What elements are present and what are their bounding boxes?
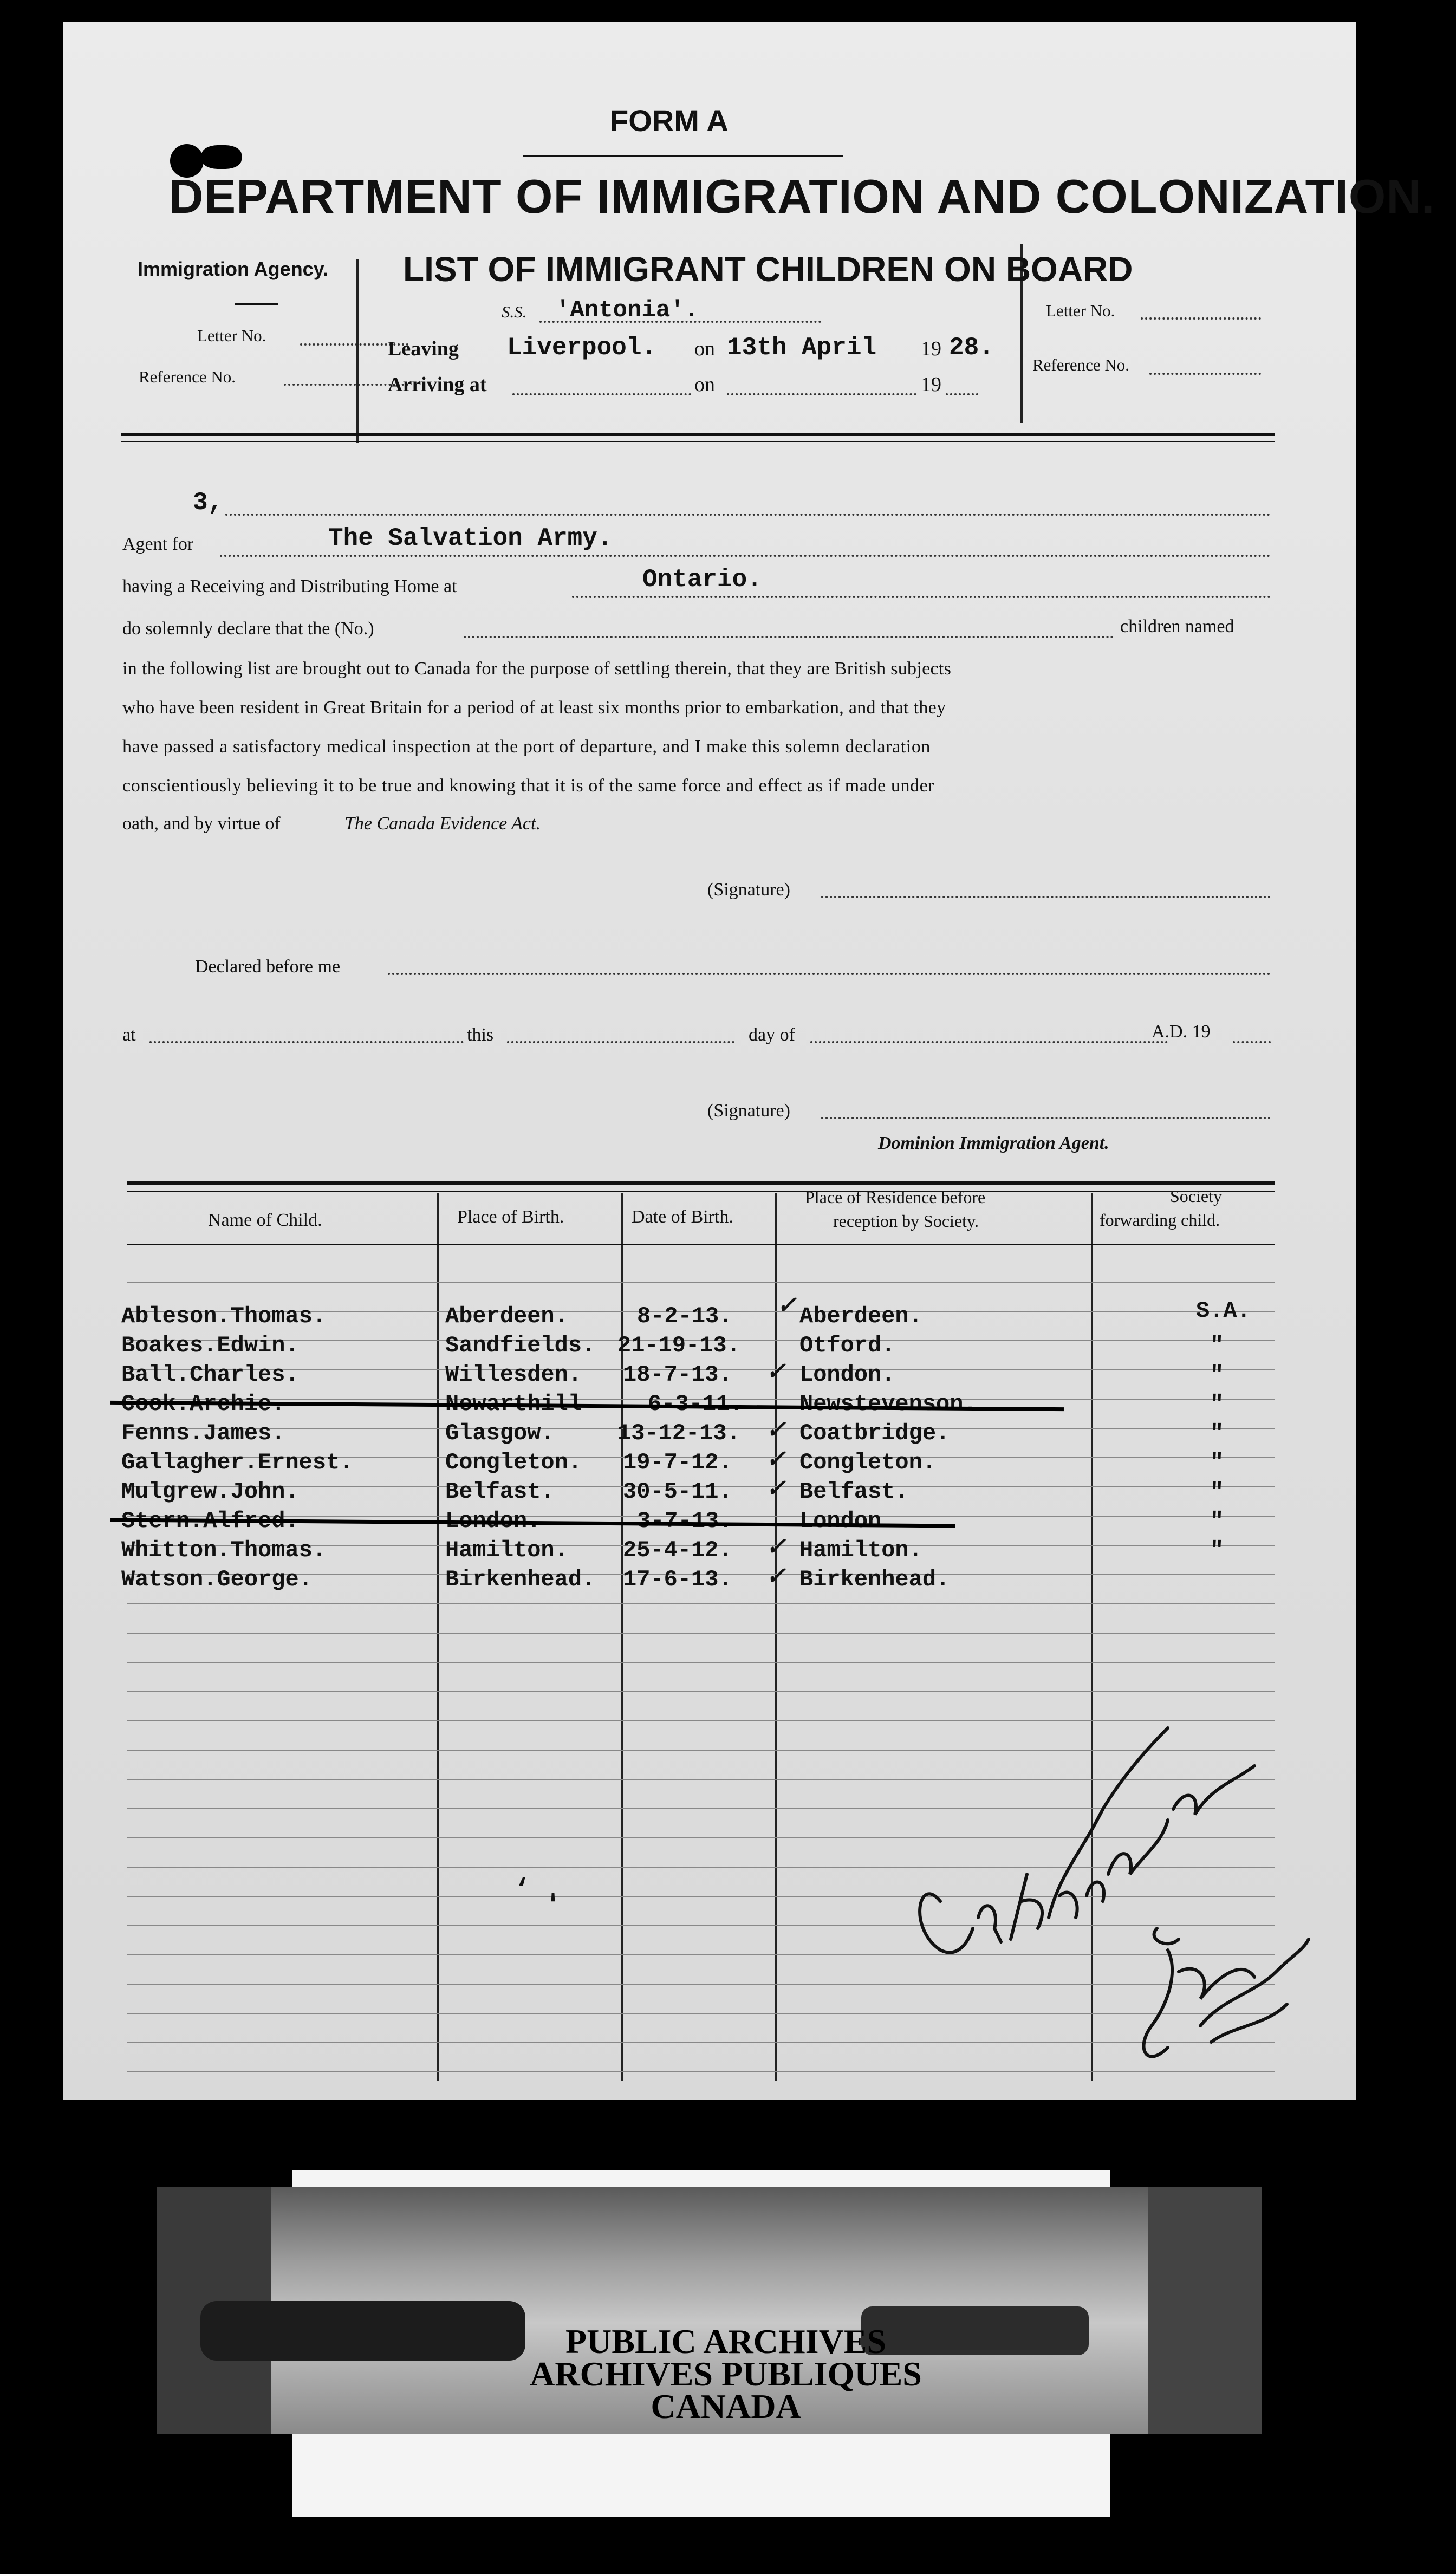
- check-mark: ✓: [766, 1533, 786, 1561]
- society: ": [1210, 1450, 1224, 1476]
- archives-line-3: CANADA: [651, 2387, 801, 2426]
- check-mark: ✓: [766, 1416, 786, 1444]
- agency-box: [121, 245, 425, 440]
- leaving-port: Liverpool.: [507, 334, 657, 362]
- header-residence-2: reception by Society.: [833, 1211, 979, 1231]
- birth-place: Sandfields.: [445, 1332, 596, 1358]
- birth-place: Aberdeen.: [445, 1303, 568, 1329]
- agent-for-value: The Salvation Army.: [328, 524, 613, 552]
- child-name: Ball.Charles.: [121, 1362, 299, 1388]
- society: ": [1210, 1391, 1224, 1417]
- form-label: FORM A: [610, 103, 729, 138]
- residence: Birkenhead.: [800, 1566, 950, 1592]
- birth-date: 30-5-11.: [623, 1479, 732, 1505]
- home-value: Ontario.: [642, 566, 762, 594]
- form-page: [63, 22, 1435, 2100]
- birth-date: 8-2-13.: [637, 1303, 733, 1329]
- home-label: having a Receiving and Distributing Home at: [122, 576, 457, 596]
- child-name: Fenns.James.: [121, 1420, 285, 1446]
- signature2-label: (Signature): [707, 1101, 790, 1121]
- birth-date: 13-12-13.: [618, 1420, 740, 1446]
- child-name: Stern.Alfred.: [121, 1508, 299, 1534]
- declarant-mark: 3,: [193, 489, 223, 517]
- residence: Congleton.: [800, 1450, 937, 1476]
- check-mark: ✓: [766, 1357, 786, 1385]
- residence: Aberdeen.: [800, 1303, 922, 1329]
- leaving-year: 28.: [949, 334, 994, 362]
- archives-line-1: PUBLIC ARCHIVES: [565, 2322, 887, 2361]
- ad-label: A.D. 19: [1152, 1022, 1211, 1042]
- right-reference-label: Reference No.: [1032, 355, 1130, 374]
- birth-place: Belfast.: [445, 1479, 555, 1505]
- declaration-line-5: conscientiously believing it to be true and knowing that it is of the same force and effect as if made under: [122, 776, 935, 796]
- right-letter-label: Letter No.: [1046, 301, 1115, 320]
- handwritten-signature: [875, 1647, 1320, 2080]
- archive-lower-strip: [292, 2434, 1110, 2517]
- birth-place: London.: [445, 1508, 541, 1534]
- ss-label: S.S.: [502, 302, 527, 321]
- reference-no-label: Reference No.: [139, 367, 236, 386]
- residence: London.: [800, 1362, 895, 1388]
- header-society-1: Society: [1170, 1186, 1222, 1206]
- header-residence-1: Place of Residence before: [805, 1187, 986, 1207]
- letter-no-label: Letter No.: [197, 326, 266, 345]
- agency-heading: Immigration Agency.: [138, 258, 329, 280]
- year-prefix: 19: [921, 337, 941, 360]
- society: ": [1210, 1362, 1224, 1388]
- declaration-line-6: oath, and by virtue of: [122, 814, 281, 834]
- child-name: Ableson.Thomas.: [121, 1303, 327, 1329]
- archives-line-2: ARCHIVES PUBLIQUES: [530, 2355, 922, 2393]
- tape-dark-right: [1148, 2187, 1262, 2434]
- this-label: this: [467, 1025, 494, 1045]
- ink-blot: [202, 145, 242, 169]
- residence: Newstevenson.: [800, 1391, 977, 1417]
- stray-marks: ' ,: [512, 1873, 562, 1904]
- child-name: Watson.George.: [121, 1566, 313, 1592]
- birth-place: Hamilton.: [445, 1537, 568, 1563]
- child-name: Gallagher.Ernest.: [121, 1450, 354, 1476]
- birth-place: Willesden.: [445, 1362, 582, 1388]
- check-mark: ✓: [766, 1474, 786, 1502]
- arriving-year-prefix: 19: [921, 373, 941, 396]
- birth-date: 21-19-13.: [618, 1332, 740, 1358]
- society: ": [1210, 1479, 1224, 1505]
- arriving-on-label: on: [694, 373, 715, 396]
- day-of-label: day of: [749, 1025, 795, 1045]
- residence: London.: [800, 1508, 895, 1534]
- residence: Otford.: [800, 1332, 895, 1358]
- leaving-on-label: on: [694, 337, 715, 360]
- residence: Hamilton.: [800, 1537, 922, 1563]
- canada-evidence-act: The Canada Evidence Act.: [344, 814, 541, 834]
- birth-date: 17-6-13.: [623, 1566, 732, 1592]
- child-name: Boakes.Edwin.: [121, 1332, 299, 1358]
- agent-for-label: Agent for: [122, 534, 194, 554]
- table-ruled-line: [127, 1603, 1275, 1604]
- table-top-rule: [127, 1181, 1275, 1185]
- birth-place: Glasgow.: [445, 1420, 555, 1446]
- leaving-date: 13th April: [727, 334, 877, 362]
- check-mark: ✓: [766, 1445, 786, 1473]
- birth-date: 6-3-11.: [648, 1391, 744, 1417]
- department-title: DEPARTMENT OF IMMIGRATION AND COLONIZATION.: [169, 170, 1435, 223]
- child-name: Cook.Archie.: [121, 1391, 285, 1417]
- table-ruled-line: [127, 1282, 1275, 1283]
- list-title: LIST OF IMMIGRANT CHILDREN ON BOARD: [403, 250, 1133, 289]
- child-name: Mulgrew.John.: [121, 1479, 299, 1505]
- check-mark: ✓: [766, 1562, 786, 1590]
- dominion-agent-label: Dominion Immigration Agent.: [878, 1133, 1109, 1153]
- declaration-line-4: have passed a satisfactory medical inspection at the port of departure, and I make this solemn declaration: [122, 737, 931, 757]
- declaration-line-1: do solemnly declare that the (No.): [122, 619, 374, 639]
- child-name: Whitton.Thomas.: [121, 1537, 327, 1563]
- declaration-line-1-end: children named: [1120, 616, 1234, 636]
- society: ": [1210, 1537, 1224, 1563]
- birth-date: 25-4-12.: [623, 1537, 732, 1563]
- birth-place: Congleton.: [445, 1450, 582, 1476]
- arriving-label: Arriving at: [388, 373, 487, 396]
- ship-name: 'Antonia'.: [556, 297, 699, 324]
- header-place-of-birth: Place of Birth.: [457, 1207, 564, 1227]
- society: ": [1210, 1508, 1224, 1534]
- society: S.A.: [1196, 1298, 1251, 1324]
- leaving-label: Leaving: [388, 337, 459, 360]
- birth-place: Newarthill: [445, 1391, 582, 1417]
- header-date-of-birth: Date of Birth.: [632, 1207, 733, 1227]
- birth-date: 19-7-12.: [623, 1450, 732, 1476]
- society: ": [1210, 1420, 1224, 1446]
- residence: Belfast.: [800, 1479, 909, 1505]
- form-label-rule: [523, 155, 843, 157]
- header-name-of-child: Name of Child.: [208, 1210, 322, 1230]
- at-label: at: [122, 1025, 136, 1045]
- check-mark: ✓: [777, 1291, 797, 1319]
- residence: Coatbridge.: [800, 1420, 950, 1446]
- table-ruled-line: [127, 1633, 1275, 1634]
- birth-place: Birkenhead.: [445, 1566, 596, 1592]
- society: ": [1210, 1332, 1224, 1358]
- header-rule: [121, 433, 1275, 436]
- declaration-line-3: who have been resident in Great Britain for a period of at least six months prior to embarkation, and that they: [122, 698, 946, 718]
- birth-date: 3-7-13.: [637, 1508, 733, 1534]
- signature-label: (Signature): [707, 880, 790, 900]
- handwritten-note-3: [1173, 2015, 1235, 2034]
- header-society-2: forwarding child.: [1100, 1210, 1220, 1230]
- declaration-line-2: in the following list are brought out to Canada for the purpose of settling therein, that they are British subjects: [122, 659, 952, 679]
- birth-date: 18-7-13.: [623, 1362, 732, 1388]
- handwritten-note-2: [1092, 1972, 1152, 1991]
- declared-before-label: Declared before me: [195, 957, 341, 977]
